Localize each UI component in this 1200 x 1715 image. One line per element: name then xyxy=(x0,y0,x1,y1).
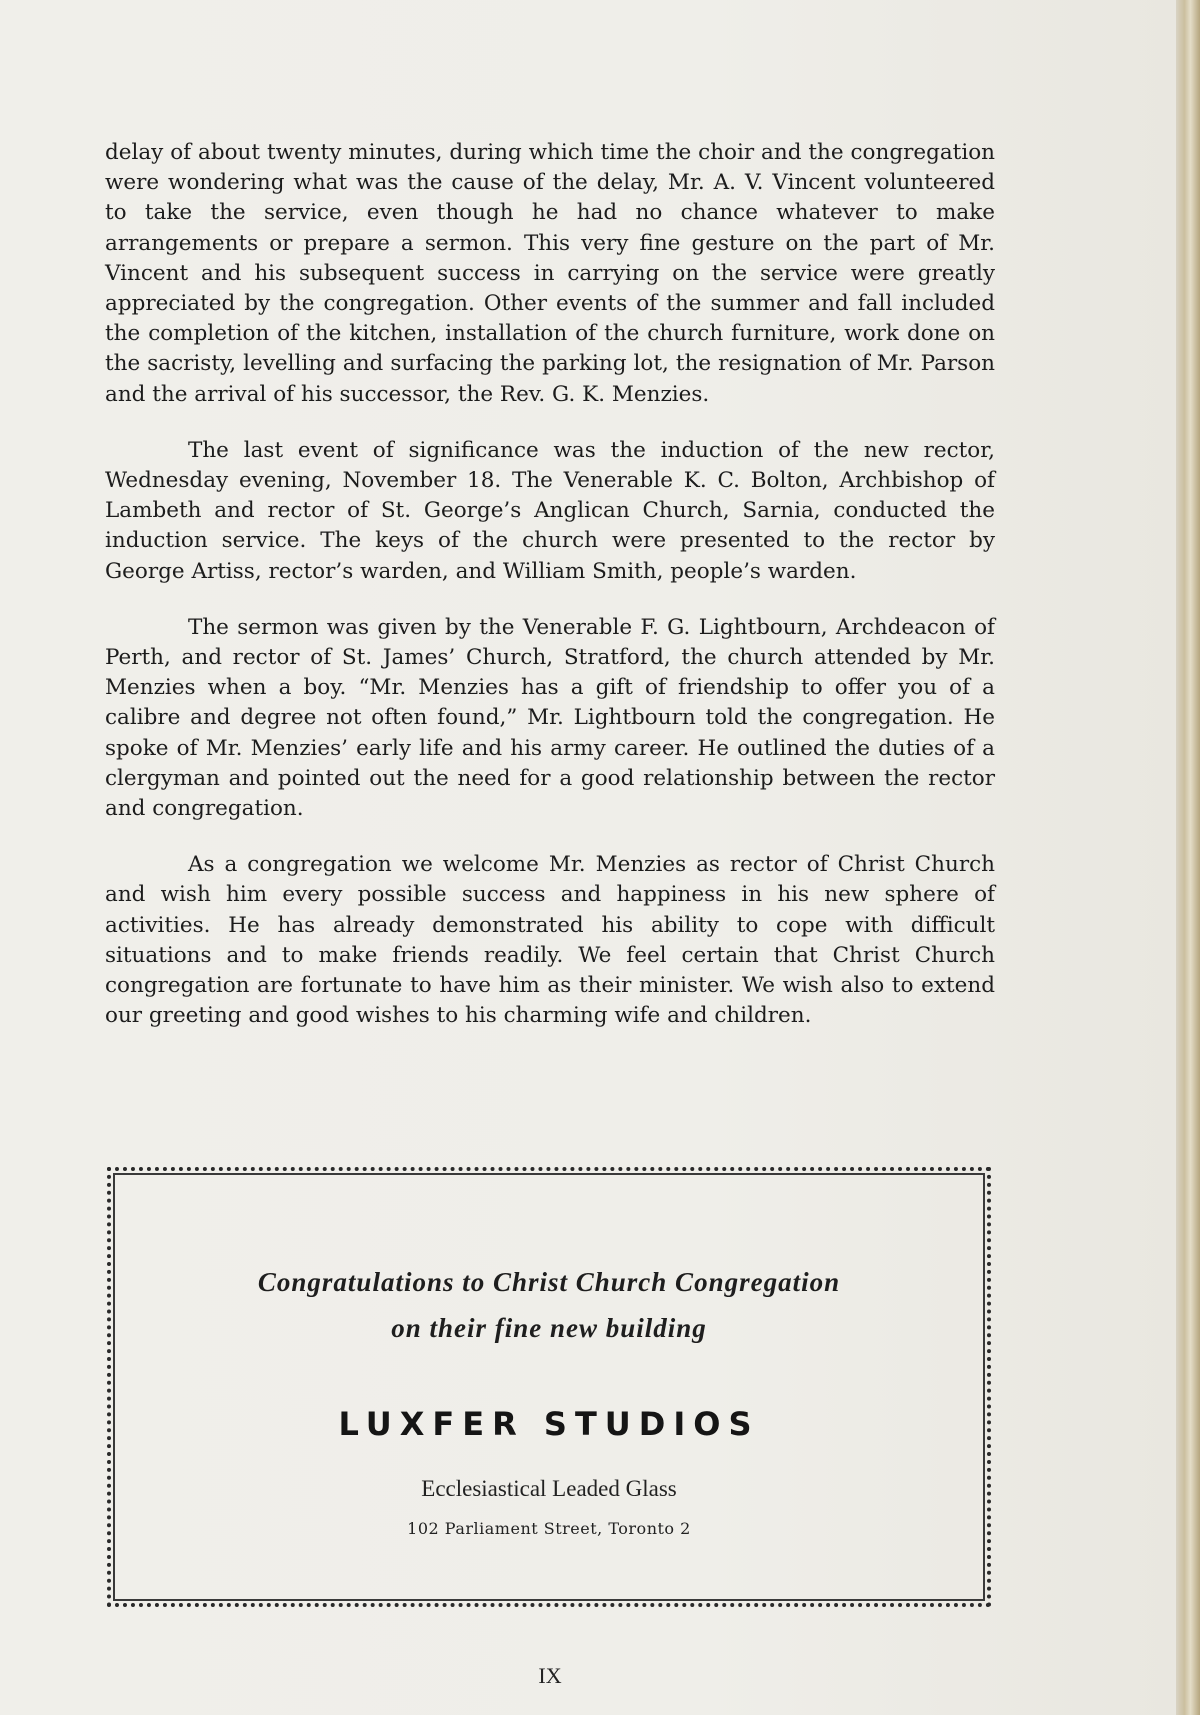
ad-building-line: on their fine new building xyxy=(391,1313,707,1343)
advertisement-box xyxy=(107,1167,991,1607)
ad-address: 102 Parliament Street, Toronto 2 xyxy=(407,1519,691,1538)
book-page-edge xyxy=(1176,0,1200,1715)
paragraph-3: The sermon was given by the Venerable F. G. Lightbourn, Archdeacon of Perth, and rector of St. James’ Church, Stratford, the church attended by Mr. Menzies when a boy. “Mr. Menzies has a gift of friendship to offer you of a calibre and degree not often found,” Mr. Lightbourn told the congregation. He spoke of Mr. Menzies’ early life and his army career. He outlined the duties of a clergyman and pointed out the need for a good relationship between the rector and congregation. xyxy=(105,614,995,822)
paragraph-4: As a congregation we welcome Mr. Menzies as rector of Christ Church and wish him every possible success and happiness in his new sphere of activities. He has already demonstrated his ability to cope with difficult situations and to make friends readily. We feel certain that Christ Church congregation are fortunate to have him as their minister. We wish also to extend our greeting and good wishes to his charming wife and children. xyxy=(105,852,995,1029)
ad-tagline: Ecclesiastical Leaded Glass xyxy=(421,1476,677,1501)
paragraph-2: The last event of significance was the induction of the new rector, Wednesday evening, November 18. The Venerable K. C. Bolton, Archbishop of Lambeth and rector of St. George’s Anglican Church, Sarnia, conducted the induction service. The keys of the church were presented to the rector by George Artiss, rector’s warden, and William Smith, people’s warden. xyxy=(105,437,995,584)
page-number: IX xyxy=(538,1663,562,1688)
ad-congratulations-line: Congratulations to Christ Church Congregation xyxy=(257,1267,841,1297)
article-body xyxy=(105,138,995,1057)
ad-company-name: LUXFER STUDIOS xyxy=(338,1405,760,1443)
paragraph-1: delay of about twenty minutes, during which time the choir and the congregation were wondering what was the cause of the delay, Mr. A. V. Vincent volunteered to take the service, even though he had no chance whatever to make arrangements or prepare a sermon. This very fine gesture on the part of Mr. Vincent and his subsequent success in carrying on the service were greatly appreciated by the congregation. Other events of the summer and fall included the completion of the kitchen, installation of the church furniture, work done on the sacristy, levelling and surfacing the parking lot, the resignation of Mr. Parson and the arrival of his successor, the Rev. G. K. Menzies. xyxy=(105,140,995,407)
